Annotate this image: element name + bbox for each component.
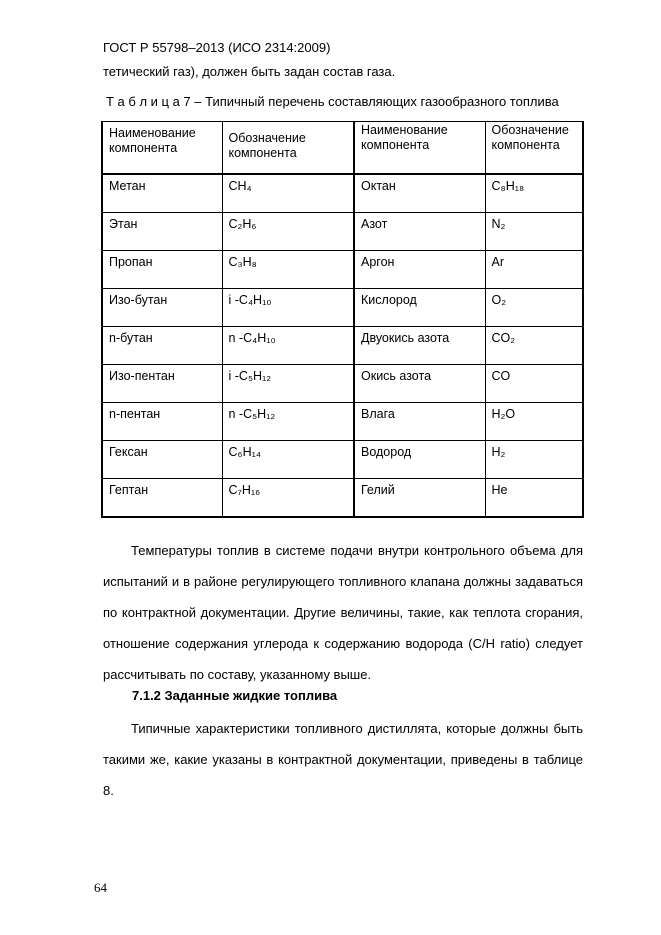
header-formula-left: Обозначение компонента <box>222 122 354 175</box>
header-name-left: Наименование компонента <box>102 122 222 175</box>
cell-formula-right: CO₂ <box>485 327 583 365</box>
cell-formula-left: n -C₄H₁₀ <box>222 327 354 365</box>
cell-formula-left: C₂H₆ <box>222 213 354 251</box>
table-row <box>102 365 583 403</box>
cell-formula-left: i -C₄H₁₀ <box>222 289 354 327</box>
cell-formula-right: O₂ <box>485 289 583 327</box>
cell-name-right: Октан <box>354 174 485 213</box>
cell-name-right: Кислород <box>354 289 485 327</box>
cell-name-right: Влага <box>354 403 485 441</box>
cell-name-left: Гексан <box>102 441 222 479</box>
cell-name-left: n-бутан <box>102 327 222 365</box>
table-row <box>102 479 583 518</box>
cell-formula-left: i -C₅H₁₂ <box>222 365 354 403</box>
cell-formula-right: He <box>485 479 583 518</box>
table-row <box>102 251 583 289</box>
cell-name-right: Азот <box>354 213 485 251</box>
table-header-row <box>102 122 583 175</box>
cell-formula-right: Ar <box>485 251 583 289</box>
cell-formula-left: C₃H₈ <box>222 251 354 289</box>
paragraph-liquid-fuels: Типичные характеристики топливного дистиллята, которые должны быть такими же, какие указаны в контрактной документации, приведены в таблице 8. <box>103 721 583 798</box>
cell-formula-right: C₈H₁₈ <box>485 174 583 213</box>
cell-formula-right: N₂ <box>485 213 583 251</box>
cell-formula-left: CH₄ <box>222 174 354 213</box>
cell-name-left: n-пентан <box>102 403 222 441</box>
header-formula-right: Обозначение компонента <box>485 122 583 175</box>
paragraph-temperatures: Температуры топлив в системе подачи внутри контрольного объема для испытаний и в районе регулирующего топливного клапана должны задаваться по контрактной документации. Другие величины, такие, как теплота сгорания, отношение содержания углерода к содержанию водорода (C/H ratio) следует рассчитывать по составу, указанному выше. <box>103 543 583 682</box>
table-row <box>102 327 583 365</box>
cell-name-left: Изо-пентан <box>102 365 222 403</box>
cell-name-right: Водород <box>354 441 485 479</box>
cell-name-right: Гелий <box>354 479 485 518</box>
components-table <box>101 121 584 518</box>
cell-formula-left: C₆H₁₄ <box>222 441 354 479</box>
cell-name-left: Изо-бутан <box>102 289 222 327</box>
cell-name-right: Окись азота <box>354 365 485 403</box>
table-caption: Т а б л и ц а 7 – Типичный перечень составляющих газообразного топлива <box>106 94 559 109</box>
cell-name-left: Метан <box>102 174 222 213</box>
cell-formula-left: n -C₅H₁₂ <box>222 403 354 441</box>
cell-name-right: Двуокись азота <box>354 327 485 365</box>
table-row <box>102 441 583 479</box>
table-row <box>102 289 583 327</box>
cell-name-left: Пропан <box>102 251 222 289</box>
cell-name-right: Аргон <box>354 251 485 289</box>
cell-formula-right: CO <box>485 365 583 403</box>
page-number: 64 <box>94 880 107 895</box>
document-header: ГОСТ Р 55798–2013 (ИСО 2314:2009) <box>103 40 331 55</box>
table-row <box>102 213 583 251</box>
cell-formula-right: H₂ <box>485 441 583 479</box>
cell-formula-right: H₂O <box>485 403 583 441</box>
table-row <box>102 403 583 441</box>
section-heading: 7.1.2 Заданные жидкие топлива <box>132 688 338 703</box>
table-row <box>102 174 583 213</box>
cell-name-left: Гептан <box>102 479 222 518</box>
cell-name-left: Этан <box>102 213 222 251</box>
cell-formula-left: C₇H₁₆ <box>222 479 354 518</box>
header-name-right: Наименование компонента <box>354 122 485 175</box>
continuation-text: тетический газ), должен быть задан состав газа. <box>103 64 396 79</box>
